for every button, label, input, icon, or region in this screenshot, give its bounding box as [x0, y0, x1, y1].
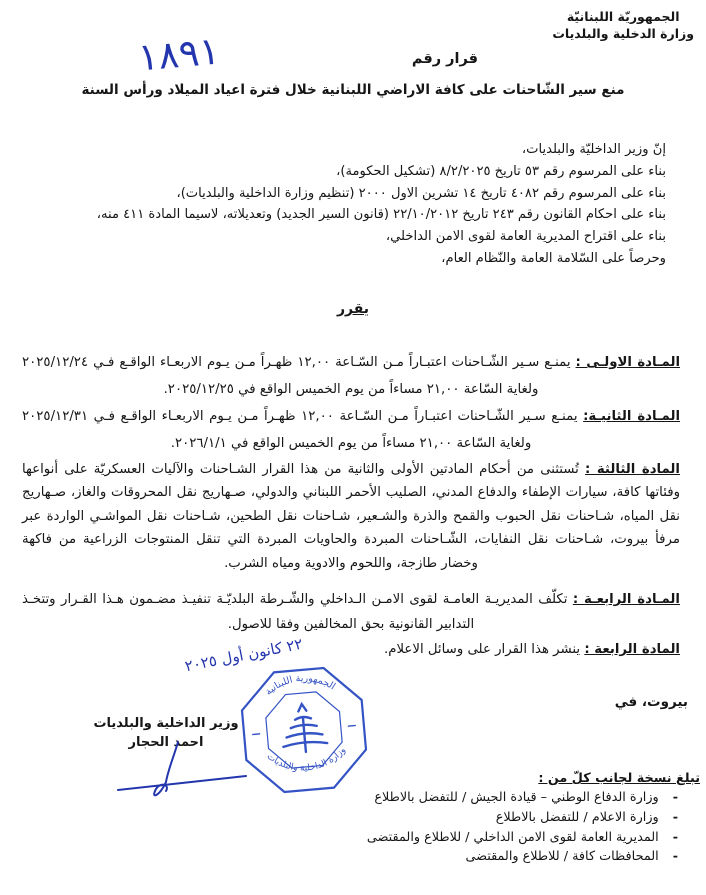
- dash-icon: -: [672, 790, 678, 805]
- letterhead: [552, 8, 694, 42]
- preamble-line: بناء على اقتراح المديرية العامة لقوى الامن الداخلي،: [385, 229, 666, 245]
- stamp-right-dash: [348, 725, 356, 726]
- preamble-line: وحرصاً على السّلامة العامة والنّظام العام،: [441, 250, 666, 266]
- signature-scribble-icon: [112, 738, 252, 808]
- article-3: [22, 458, 680, 575]
- distribution-item: [367, 808, 700, 828]
- article-4-text: تكلّف المديريـة العامـة لقوى الامـن الـداخلي والشّـرطة البلديّـة تنفيـذ مضـمون هـذا القـرار وتتخـذ التدابير القانونية بحق المخالفين وفقا للاصول.: [22, 592, 568, 632]
- distribution-item: [367, 788, 700, 808]
- dash-icon: -: [672, 809, 678, 825]
- article-5-text: ينشر هذا القرار على وسائل الاعلام.: [384, 642, 581, 657]
- republic-name: الجمهوريّة اللبنانيّة: [566, 9, 680, 24]
- signer-name: احمد الحجار: [128, 735, 204, 750]
- distribution-item-text: المديرية العامة لقوى الامن الداخلي / للاطلاع والمقتضى: [366, 829, 659, 845]
- dash-icon: -: [672, 829, 678, 845]
- preamble-line: بناء على احكام القانون رقم ٢٤٣ تاريخ ٢٢/١٠/٢٠١٢ (قانون السير الجديد) وتعديلاته، لاسيما المادة ٤١١ منه،: [96, 207, 666, 223]
- handwritten-decree-number: ١٨٩١: [136, 28, 222, 80]
- article-2-text: يمنـع سـير الشّـاحنات اعتبـاراً مـن السّـاعة ١٢,٠٠ ظهـراً مـن يـوم الاربعـاء الواقـع فـي ٢٠٢٥/١٢/٣١ ولغاية السّاعة ٢١,٠٠ مساءاً من يوم الخميس الواقع في ٢٠٢٦/١/١.: [22, 409, 578, 451]
- distribution-header: تبلغ نسخة لجانب كلّ من :: [538, 771, 700, 786]
- article-1: [22, 350, 680, 403]
- document-title: منع سير الشّاحنات على كافة الاراضي اللبنانية خلال فترة اعياد الميلاد ورأس السنة: [81, 82, 625, 98]
- distribution-list: [367, 769, 700, 867]
- dash-icon: -: [672, 849, 678, 865]
- preamble-line: إنّ وزير الداخليّة والبلديات،: [521, 142, 666, 157]
- preamble-line: بناء على المرسوم رقم ٤٠٨٢ تاريخ ١٤ تشرين الاول ٢٠٠٠ (تنظيم وزارة الداخلية والبلديات)،: [176, 185, 666, 201]
- issue-place-label: بيروت، في: [614, 694, 688, 710]
- preamble: [97, 139, 666, 270]
- distribution-item-text: وزارة الاعلام / للتفضل بالاطلاع: [495, 809, 659, 825]
- signer-title: وزير الداخلية والبلديات: [93, 716, 239, 731]
- article-5-label: المادة الرابعة :: [584, 642, 680, 657]
- article-4-label: المـادة الرابعـة :: [572, 592, 680, 607]
- article-2-label: المـادة الثانيـة:: [583, 409, 680, 424]
- decree-number-label: قرار رقم: [411, 51, 478, 67]
- decides-heading: يقرر: [336, 301, 370, 317]
- ministry-name: وزارة الدخلية والبلديات: [552, 26, 694, 41]
- article-1-text: يمنـع سـير الشّـاحنات اعتبـاراً مـن السّـاعة ١٢,٠٠ ظهـراً مـن يـوم الاربعـاء الواقـع فـي ٢٠٢٥/١٢/٢٤ ولغاية السّاعة ٢١,٠٠ مساءاً من يوم الخميس الواقع في ٢٠٢٥/١٢/٢٥.: [22, 355, 571, 397]
- distribution-item: [367, 828, 700, 848]
- handwritten-date: ٢٢ كانون أول ٢٠٢٥: [183, 634, 305, 676]
- cedar-tree-icon: [280, 702, 328, 754]
- distribution-item-text: وزارة الدفاع الوطني – قيادة الجيش / للتفضل بالاطلاع: [374, 790, 659, 805]
- preamble-line: بناء على المرسوم رقم ٥٣ تاريخ ٨/٢/٢٠٢٥ (تشكيل الحكومة)،: [336, 163, 666, 179]
- article-1-label: المـادة الاولـى :: [575, 355, 680, 370]
- article-3-text: تُستثنى من أحكام المادتين الأولى والثانية من هذا القرار الشـاحنات والآليات العسكريّة على أنواعها وفئاتها كافة، سيارات الإطفاء والدفاع المدني، الصليب الأحمر اللبناني والدولي، صـهاريج نقل المحروقات والغاز، صـهاريج نقل المياه، شـاحنات نقل الحبوب والقمح والذرة والشـعير، شـاحنات نقل الطحين، شـاحنات نقل المواشـي الواردة عبر مرفأ بيروت، شـاحنات نقل النفايات، الشّـاحنات المبردة والحاويات المبردة التي تنقل المنتوجات الزراعية من فاكهة وخضار طازجة، واللحوم والادوية ومياه الشرب.: [22, 462, 680, 571]
- article-4: [22, 587, 680, 637]
- article-3-label: المادة الثالثة :: [585, 462, 680, 477]
- article-2: [22, 404, 680, 457]
- distribution-item-text: المحافظات كافة / للاطلاع والمقتضى: [465, 849, 659, 865]
- stamp-top-text: الجمهورية اللبنانية: [263, 672, 338, 698]
- distribution-item: [367, 847, 700, 867]
- stamp-bottom-text: وزارة الداخلية والبلديات: [264, 745, 348, 774]
